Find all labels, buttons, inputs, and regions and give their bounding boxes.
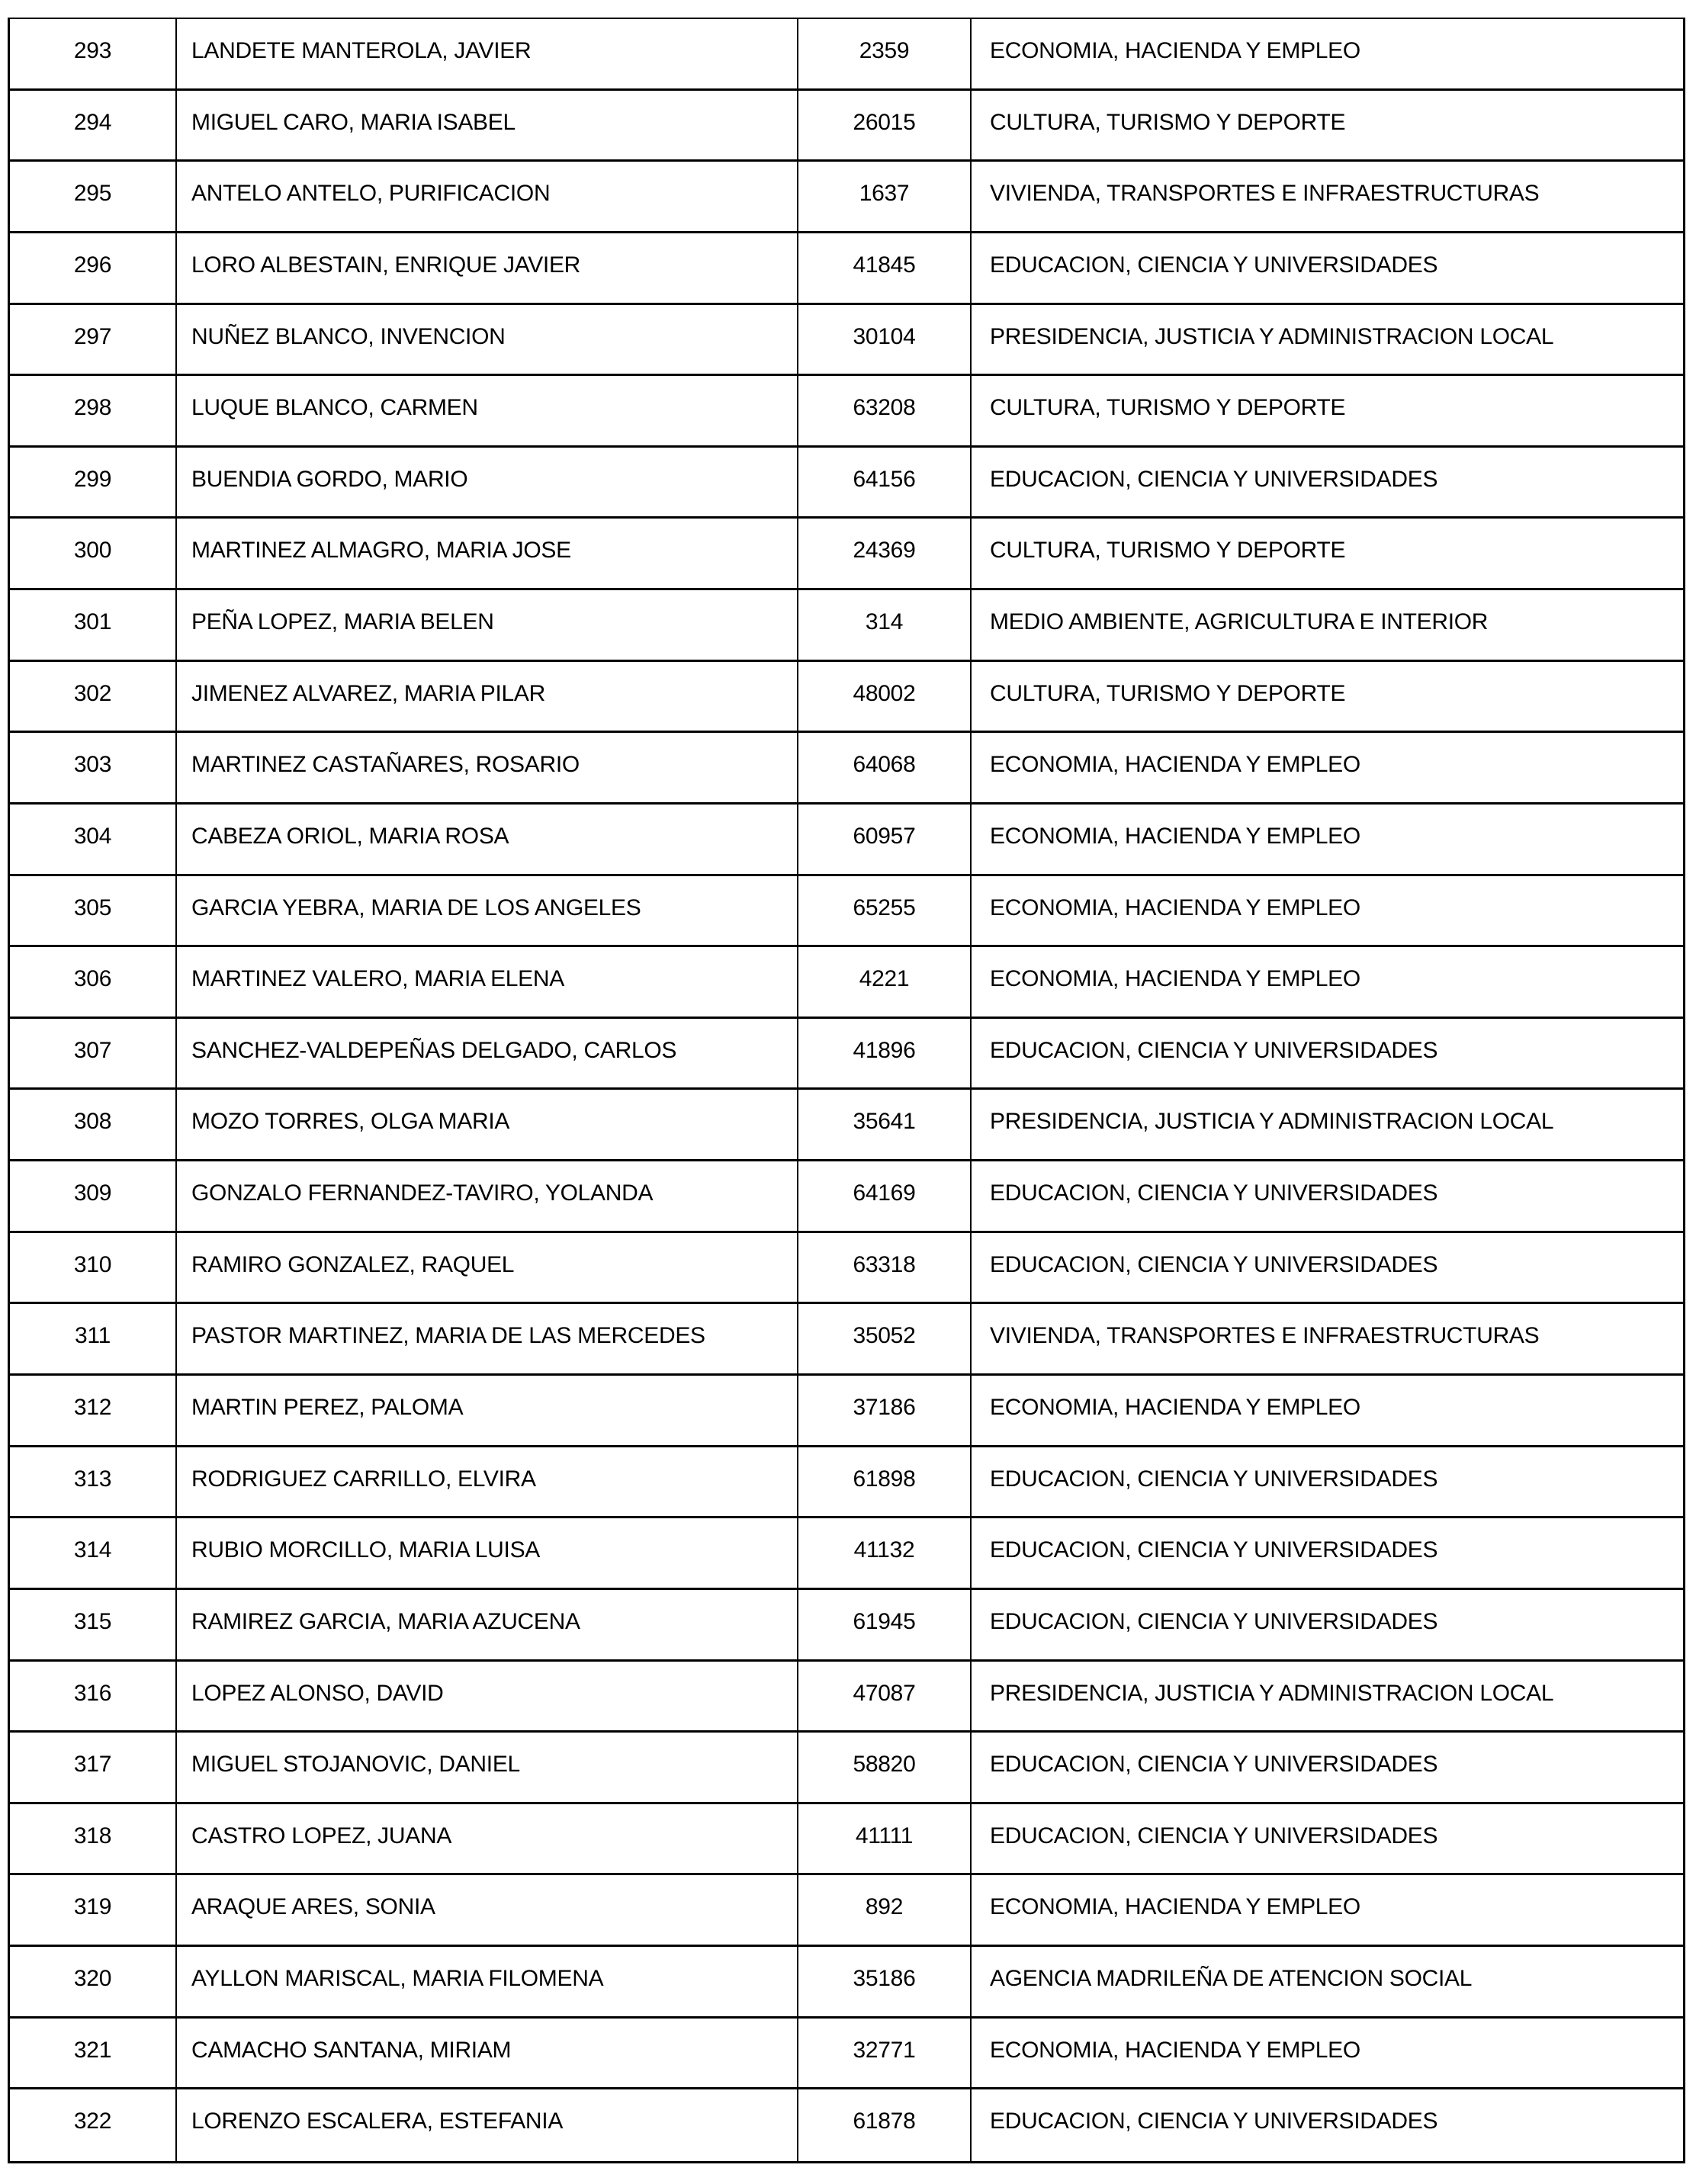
row-name-cell: MIGUEL STOJANOVIC, DANIEL	[177, 1733, 798, 1802]
table-row	[10, 1376, 1683, 1447]
row-department-cell: EDUCACION, CIENCIA Y UNIVERSIDADES	[990, 1251, 1438, 1277]
row-order-cell: 293	[10, 19, 177, 88]
row-department-cell: EDUCACION, CIENCIA Y UNIVERSIDADES	[990, 466, 1438, 492]
row-order-cell: 301	[10, 590, 177, 660]
row-number-cell: 60957	[798, 805, 972, 874]
row-name-cell: RODRIGUEZ CARRILLO, ELVIRA	[177, 1447, 798, 1517]
row-number-cell: 24369	[798, 519, 972, 588]
row-order-cell: 300	[10, 519, 177, 588]
row-order-cell: 308	[10, 1090, 177, 1159]
row-name-cell: ANTELO ANTELO, PURIFICACION	[177, 162, 798, 231]
table-row	[10, 519, 1683, 590]
row-order-cell: 297	[10, 305, 177, 374]
table-row	[10, 91, 1683, 162]
row-order-cell: 310	[10, 1233, 177, 1302]
row-number-cell: 58820	[798, 1733, 972, 1802]
row-name-cell: BUENDIA GORDO, MARIO	[177, 448, 798, 517]
row-number-cell: 61945	[798, 1590, 972, 1659]
table-row	[10, 1947, 1683, 2019]
row-order-cell: 295	[10, 162, 177, 231]
row-number-cell: 1637	[798, 162, 972, 231]
row-department-cell: EDUCACION, CIENCIA Y UNIVERSIDADES	[990, 252, 1438, 278]
row-number-cell: 41896	[798, 1019, 972, 1088]
row-order-cell: 318	[10, 1804, 177, 1874]
row-number-cell: 63318	[798, 1233, 972, 1302]
row-order-cell: 317	[10, 1733, 177, 1802]
row-name-cell: MARTINEZ CASTAÑARES, ROSARIO	[177, 733, 798, 802]
row-department-cell: MEDIO AMBIENTE, AGRICULTURA E INTERIOR	[990, 609, 1489, 635]
row-order-cell: 314	[10, 1518, 177, 1588]
row-department-cell: PRESIDENCIA, JUSTICIA Y ADMINISTRACION LOCAL	[990, 1680, 1554, 1706]
table-row	[10, 876, 1683, 948]
personnel-table	[8, 18, 1685, 2163]
row-number-cell: 41111	[798, 1804, 972, 1874]
row-number-cell: 64156	[798, 448, 972, 517]
row-number-cell: 35186	[798, 1947, 972, 2016]
row-name-cell: PEÑA LOPEZ, MARIA BELEN	[177, 590, 798, 660]
row-name-cell: CABEZA ORIOL, MARIA ROSA	[177, 805, 798, 874]
row-department-cell: EDUCACION, CIENCIA Y UNIVERSIDADES	[990, 2109, 1438, 2134]
row-number-cell: 32771	[798, 2019, 972, 2088]
row-name-cell: RAMIREZ GARCIA, MARIA AZUCENA	[177, 1590, 798, 1659]
row-number-cell: 314	[798, 590, 972, 660]
row-name-cell: NUÑEZ BLANCO, INVENCION	[177, 305, 798, 374]
row-number-cell: 26015	[798, 91, 972, 160]
row-name-cell: MARTINEZ VALERO, MARIA ELENA	[177, 947, 798, 1017]
table-row	[10, 1804, 1683, 1876]
row-name-cell: LORO ALBESTAIN, ENRIQUE JAVIER	[177, 233, 798, 303]
table-row	[10, 376, 1683, 448]
row-number-cell: 48002	[798, 662, 972, 731]
row-order-cell: 305	[10, 876, 177, 946]
table-row	[10, 1662, 1683, 1733]
table-row	[10, 233, 1683, 305]
table-row	[10, 1518, 1683, 1590]
row-name-cell: MARTINEZ ALMAGRO, MARIA JOSE	[177, 519, 798, 588]
row-order-cell: 311	[10, 1304, 177, 1373]
row-department-cell: ECONOMIA, HACIENDA Y EMPLEO	[990, 38, 1360, 63]
table-row	[10, 162, 1683, 233]
row-department-cell: CULTURA, TURISMO Y DEPORTE	[990, 395, 1346, 421]
table-row	[10, 448, 1683, 519]
table-row	[10, 2089, 1683, 2161]
table-row	[10, 1590, 1683, 1662]
row-department-cell: ECONOMIA, HACIENDA Y EMPLEO	[990, 2037, 1360, 2063]
table-row	[10, 1447, 1683, 1519]
row-name-cell: JIMENEZ ALVAREZ, MARIA PILAR	[177, 662, 798, 731]
row-department-cell: VIVIENDA, TRANSPORTES E INFRAESTRUCTURAS	[990, 1323, 1540, 1349]
row-number-cell: 64068	[798, 733, 972, 802]
row-department-cell: EDUCACION, CIENCIA Y UNIVERSIDADES	[990, 1037, 1438, 1063]
row-number-cell: 47087	[798, 1662, 972, 1731]
row-name-cell: LOPEZ ALONSO, DAVID	[177, 1662, 798, 1731]
table-row	[10, 19, 1683, 91]
row-name-cell: MOZO TORRES, OLGA MARIA	[177, 1090, 798, 1159]
row-order-cell: 316	[10, 1662, 177, 1731]
row-name-cell: AYLLON MARISCAL, MARIA FILOMENA	[177, 1947, 798, 2016]
table-row	[10, 1875, 1683, 1947]
table-row	[10, 1090, 1683, 1161]
table-row	[10, 733, 1683, 805]
row-name-cell: MARTIN PEREZ, PALOMA	[177, 1376, 798, 1445]
row-number-cell: 35641	[798, 1090, 972, 1159]
row-name-cell: LORENZO ESCALERA, ESTEFANIA	[177, 2089, 798, 2161]
row-department-cell: CULTURA, TURISMO Y DEPORTE	[990, 109, 1346, 135]
row-department-cell: PRESIDENCIA, JUSTICIA Y ADMINISTRACION LOCAL	[990, 1109, 1554, 1135]
row-order-cell: 309	[10, 1161, 177, 1231]
row-department-cell: ECONOMIA, HACIENDA Y EMPLEO	[990, 823, 1360, 849]
row-name-cell: MIGUEL CARO, MARIA ISABEL	[177, 91, 798, 160]
row-department-cell: AGENCIA MADRILEÑA DE ATENCION SOCIAL	[990, 1966, 1473, 1992]
row-number-cell: 61898	[798, 1447, 972, 1517]
row-number-cell: 30104	[798, 305, 972, 374]
table-row	[10, 1019, 1683, 1090]
row-department-cell: ECONOMIA, HACIENDA Y EMPLEO	[990, 1395, 1360, 1421]
row-order-cell: 322	[10, 2089, 177, 2161]
row-department-cell: EDUCACION, CIENCIA Y UNIVERSIDADES	[990, 1537, 1438, 1563]
row-number-cell: 61878	[798, 2089, 972, 2161]
row-order-cell: 296	[10, 233, 177, 303]
row-department-cell: EDUCACION, CIENCIA Y UNIVERSIDADES	[990, 1752, 1438, 1778]
row-number-cell: 2359	[798, 19, 972, 88]
row-order-cell: 294	[10, 91, 177, 160]
row-number-cell: 41845	[798, 233, 972, 303]
row-department-cell: CULTURA, TURISMO Y DEPORTE	[990, 680, 1346, 706]
row-name-cell: GARCIA YEBRA, MARIA DE LOS ANGELES	[177, 876, 798, 946]
row-name-cell: CASTRO LOPEZ, JUANA	[177, 1804, 798, 1874]
row-order-cell: 313	[10, 1447, 177, 1517]
table-row	[10, 662, 1683, 734]
row-order-cell: 307	[10, 1019, 177, 1088]
row-department-cell: EDUCACION, CIENCIA Y UNIVERSIDADES	[990, 1608, 1438, 1634]
row-department-cell: VIVIENDA, TRANSPORTES E INFRAESTRUCTURAS	[990, 181, 1540, 207]
table-row	[10, 590, 1683, 662]
table-row	[10, 1161, 1683, 1233]
row-department-cell: EDUCACION, CIENCIA Y UNIVERSIDADES	[990, 1466, 1438, 1492]
row-order-cell: 315	[10, 1590, 177, 1659]
row-order-cell: 298	[10, 376, 177, 445]
row-order-cell: 306	[10, 947, 177, 1017]
row-name-cell: PASTOR MARTINEZ, MARIA DE LAS MERCEDES	[177, 1304, 798, 1373]
table-row	[10, 2019, 1683, 2090]
row-order-cell: 312	[10, 1376, 177, 1445]
row-order-cell: 321	[10, 2019, 177, 2088]
row-number-cell: 4221	[798, 947, 972, 1017]
row-order-cell: 299	[10, 448, 177, 517]
table-row	[10, 1304, 1683, 1376]
row-department-cell: EDUCACION, CIENCIA Y UNIVERSIDADES	[990, 1823, 1438, 1848]
table-row	[10, 1233, 1683, 1305]
row-number-cell: 64169	[798, 1161, 972, 1231]
row-order-cell: 302	[10, 662, 177, 731]
row-name-cell: GONZALO FERNANDEZ-TAVIRO, YOLANDA	[177, 1161, 798, 1231]
row-number-cell: 37186	[798, 1376, 972, 1445]
row-order-cell: 319	[10, 1875, 177, 1945]
table-row	[10, 805, 1683, 876]
row-department-cell: CULTURA, TURISMO Y DEPORTE	[990, 538, 1346, 564]
row-order-cell: 304	[10, 805, 177, 874]
row-department-cell: ECONOMIA, HACIENDA Y EMPLEO	[990, 752, 1360, 778]
row-number-cell: 65255	[798, 876, 972, 946]
row-name-cell: RAMIRO GONZALEZ, RAQUEL	[177, 1233, 798, 1302]
row-number-cell: 892	[798, 1875, 972, 1945]
table-row	[10, 305, 1683, 377]
table-row	[10, 947, 1683, 1019]
row-department-cell: ECONOMIA, HACIENDA Y EMPLEO	[990, 1894, 1360, 1920]
row-order-cell: 303	[10, 733, 177, 802]
row-department-cell: ECONOMIA, HACIENDA Y EMPLEO	[990, 966, 1360, 992]
row-name-cell: SANCHEZ-VALDEPEÑAS DELGADO, CARLOS	[177, 1019, 798, 1088]
row-number-cell: 35052	[798, 1304, 972, 1373]
row-number-cell: 41132	[798, 1518, 972, 1588]
row-order-cell: 320	[10, 1947, 177, 2016]
row-department-cell: PRESIDENCIA, JUSTICIA Y ADMINISTRACION LOCAL	[990, 323, 1554, 349]
row-number-cell: 63208	[798, 376, 972, 445]
row-name-cell: ARAQUE ARES, SONIA	[177, 1875, 798, 1945]
table-row	[10, 1733, 1683, 1804]
row-name-cell: LUQUE BLANCO, CARMEN	[177, 376, 798, 445]
row-name-cell: LANDETE MANTEROLA, JAVIER	[177, 19, 798, 88]
row-department-cell: ECONOMIA, HACIENDA Y EMPLEO	[990, 894, 1360, 920]
row-name-cell: CAMACHO SANTANA, MIRIAM	[177, 2019, 798, 2088]
row-department-cell: EDUCACION, CIENCIA Y UNIVERSIDADES	[990, 1180, 1438, 1206]
row-name-cell: RUBIO MORCILLO, MARIA LUISA	[177, 1518, 798, 1588]
